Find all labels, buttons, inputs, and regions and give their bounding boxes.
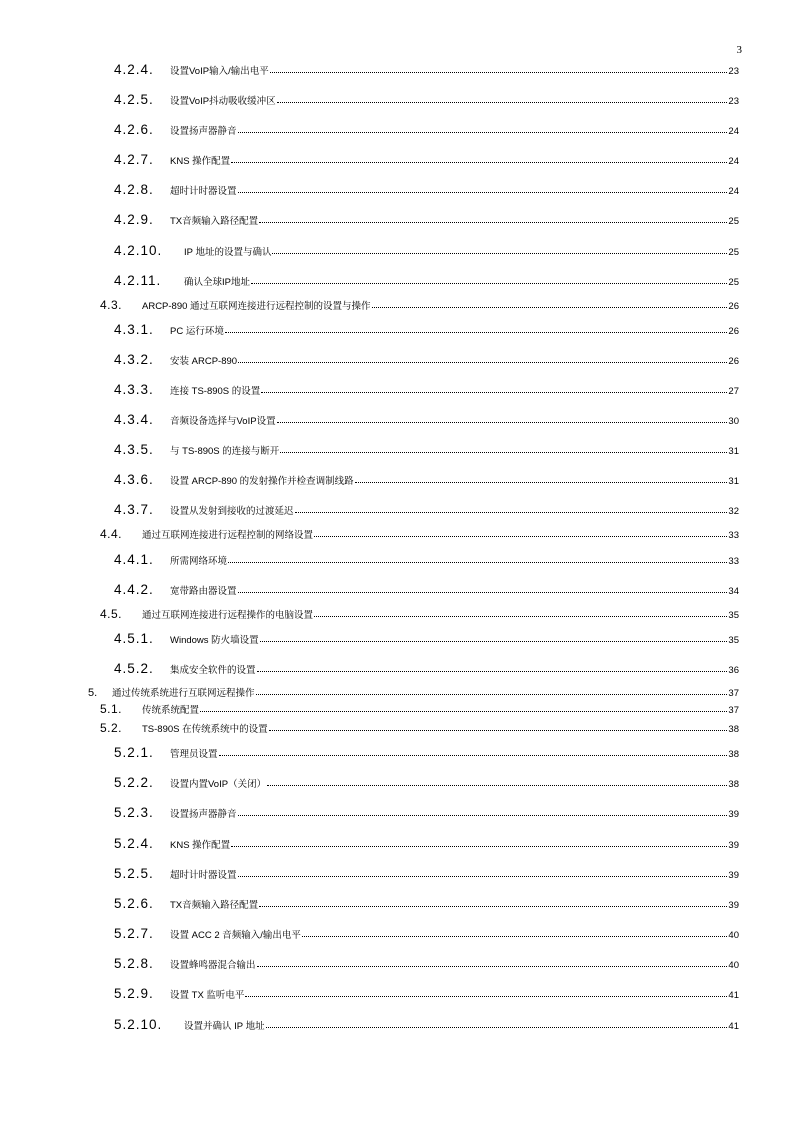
- dot-leader: [228, 562, 727, 563]
- toc-entry[interactable]: [114, 745, 739, 761]
- toc-entry-title: 所需网络环境: [170, 556, 228, 567]
- toc-entry-title: TX音频输入路径配置: [170, 900, 259, 911]
- toc-entry-title: 设置VoIP抖动吸收缓冲区: [170, 96, 276, 107]
- toc-entry-page: 25: [728, 216, 739, 227]
- toc-entry-page: 39: [728, 870, 739, 881]
- toc-entry-title: 设置扬声器静音: [170, 126, 237, 137]
- dot-leader: [277, 102, 728, 103]
- toc-entry[interactable]: [114, 122, 739, 138]
- toc-entry[interactable]: [114, 92, 739, 108]
- dot-leader: [225, 332, 728, 333]
- toc-entry-page: 41: [728, 1021, 739, 1032]
- dot-leader: [257, 671, 728, 672]
- toc-entry-page: 36: [728, 665, 739, 676]
- dot-leader: [267, 785, 727, 786]
- dot-leader: [259, 222, 727, 223]
- dot-leader: [231, 162, 727, 163]
- toc-entry-number: 4.2.9.: [114, 212, 154, 227]
- dot-leader: [238, 592, 728, 593]
- toc-entry-title: IP 地址的设置与确认: [184, 247, 272, 258]
- toc-entry-number: 5.2.4.: [114, 836, 154, 851]
- toc-entry-title: TS-890S 在传统系统中的设置: [142, 724, 268, 735]
- toc-entry-page: 25: [728, 247, 739, 258]
- dot-leader: [257, 966, 728, 967]
- toc-entry-page: 40: [728, 960, 739, 971]
- toc-entry-title: ARCP-890 通过互联网连接进行远程控制的设置与操作: [142, 301, 371, 312]
- toc-entry-number: 4.2.5.: [114, 92, 154, 107]
- toc-entry-title: PC 运行环境: [170, 326, 224, 337]
- toc-entry-title: 设置 TX 监听电平: [170, 990, 245, 1001]
- toc-entry-page: 31: [728, 476, 739, 487]
- toc-entry-title: 超时计时器设置: [170, 186, 237, 197]
- toc-entry[interactable]: [114, 631, 739, 647]
- toc-entry-page: 38: [728, 749, 739, 760]
- toc-entry[interactable]: [114, 182, 739, 198]
- toc-entry-title: TX音频输入路径配置: [170, 216, 259, 227]
- dot-leader: [280, 452, 727, 453]
- toc-entry-title: 宽带路由器设置: [170, 586, 237, 597]
- dot-leader: [251, 283, 727, 284]
- toc-entry-number: 5.: [88, 687, 98, 699]
- toc-entry-page: 41: [728, 990, 739, 1001]
- toc-entry-number: 4.5.2.: [114, 661, 154, 676]
- toc-entry-number: 4.2.11.: [114, 273, 162, 288]
- dot-leader: [200, 711, 727, 712]
- toc-entry[interactable]: [114, 502, 739, 518]
- dot-leader: [219, 755, 728, 756]
- toc-entry-page: 38: [728, 779, 739, 790]
- toc-entry-page: 33: [728, 530, 739, 541]
- toc-entry[interactable]: [114, 322, 739, 338]
- toc-entry-page: 38: [728, 724, 739, 735]
- toc-entry-title: 通过传统系统进行互联网远程操作: [112, 688, 255, 699]
- toc-entry[interactable]: [114, 805, 739, 821]
- toc-entry[interactable]: [114, 382, 739, 398]
- toc-entry-number: 5.2.5.: [114, 866, 154, 881]
- toc-entry-number: 4.2.8.: [114, 182, 154, 197]
- toc-entry-page: 26: [728, 301, 739, 312]
- toc-entry-page: 37: [728, 705, 739, 716]
- toc-entry[interactable]: [114, 412, 739, 428]
- toc-entry-title: 设置 ARCP-890 的发射操作并检查调制线路: [170, 476, 354, 487]
- dot-leader: [259, 906, 727, 907]
- toc-entry-title: 设置 ACC 2 音频输入/输出电平: [170, 930, 301, 941]
- toc-entry-number: 5.2.2.: [114, 775, 154, 790]
- toc-entry-number: 4.4.1.: [114, 552, 154, 567]
- toc-entry[interactable]: [114, 243, 739, 259]
- toc-entry-number: 4.2.6.: [114, 122, 154, 137]
- dot-leader: [302, 936, 728, 937]
- toc-entry[interactable]: [114, 661, 739, 677]
- toc-entry-title: 管理员设置: [170, 749, 218, 760]
- toc-entry-number: 4.5.1.: [114, 631, 154, 646]
- toc-entry-page: 30: [728, 416, 739, 427]
- toc-entry[interactable]: [114, 472, 739, 488]
- toc-entry[interactable]: [100, 298, 739, 314]
- dot-leader: [231, 846, 727, 847]
- dot-leader: [372, 307, 728, 308]
- toc-entry[interactable]: [114, 442, 739, 458]
- toc-entry-number: 4.3.: [100, 298, 123, 312]
- toc-entry-page: 26: [728, 356, 739, 367]
- toc-entry-page: 39: [728, 809, 739, 820]
- toc-entry[interactable]: [114, 552, 739, 568]
- toc-entry-number: 5.2.7.: [114, 926, 154, 941]
- toc-entry-title: 设置蜂鸣器混合输出: [170, 960, 256, 971]
- toc-entry-number: 4.3.1.: [114, 322, 154, 337]
- dot-leader: [238, 815, 728, 816]
- toc-entry-page: 32: [728, 506, 739, 517]
- dot-leader: [266, 1027, 728, 1028]
- toc-entry-number: 5.2.1.: [114, 745, 154, 760]
- toc-entry-page: 23: [728, 96, 739, 107]
- toc-entry-number: 5.2.10.: [114, 1017, 163, 1032]
- toc-entry-title: 安装 ARCP-890: [170, 356, 238, 367]
- dot-leader: [260, 641, 728, 642]
- toc-entry[interactable]: [114, 352, 739, 368]
- dot-leader: [277, 422, 728, 423]
- toc-entry[interactable]: [100, 607, 739, 623]
- toc-entry-title: 传统系统配置: [142, 705, 200, 716]
- toc-entry-title: 设置扬声器静音: [170, 809, 237, 820]
- toc-entry[interactable]: [114, 582, 739, 598]
- dot-leader: [269, 730, 728, 731]
- toc-entry[interactable]: [114, 836, 739, 852]
- toc-entry[interactable]: [88, 685, 739, 701]
- toc-entry[interactable]: [114, 775, 739, 791]
- dot-leader: [238, 362, 727, 363]
- toc-entry-page: 34: [728, 586, 739, 597]
- toc-entry-title: 设置内置VoIP（关闭）: [170, 779, 267, 790]
- toc-entry-page: 23: [728, 66, 739, 77]
- dot-leader: [245, 996, 727, 997]
- toc-entry-number: 5.2.3.: [114, 805, 154, 820]
- dot-leader: [238, 876, 728, 877]
- dot-leader: [256, 694, 728, 695]
- toc-entry-number: 4.3.2.: [114, 352, 154, 367]
- toc-entry[interactable]: [114, 62, 739, 78]
- toc-entry-page: 35: [728, 635, 739, 646]
- toc-entry-page: 39: [728, 900, 739, 911]
- toc-entry-title: 与 TS-890S 的连接与断开: [170, 446, 280, 457]
- toc-entry-title: 通过互联网连接进行远程控制的网络设置: [142, 530, 314, 541]
- toc-entry[interactable]: [100, 721, 739, 737]
- toc-entry-page: 24: [728, 156, 739, 167]
- toc-entry-page: 24: [728, 126, 739, 137]
- toc-entry-title: 超时计时器设置: [170, 870, 237, 881]
- toc-entry-number: 4.3.4.: [114, 412, 154, 427]
- toc-entry-title: 确认全球IP地址: [184, 277, 250, 288]
- toc-entry-number: 5.2.: [100, 721, 123, 735]
- toc-entry[interactable]: [114, 273, 739, 289]
- toc-entry-title: KNS 操作配置: [170, 156, 231, 167]
- dot-leader: [238, 132, 728, 133]
- page-number: 3: [736, 44, 742, 56]
- toc-entry-number: 5.2.6.: [114, 896, 154, 911]
- toc-entry[interactable]: [114, 926, 739, 942]
- toc-entry-page: 37: [728, 688, 739, 699]
- toc-entry[interactable]: [114, 956, 739, 972]
- toc-entry-page: 35: [728, 610, 739, 621]
- toc-entry-page: 39: [728, 840, 739, 851]
- toc-entry-number: 4.4.2.: [114, 582, 154, 597]
- toc-entry[interactable]: [100, 702, 739, 718]
- toc-entry-number: 4.3.5.: [114, 442, 154, 457]
- toc-entry-number: 5.2.8.: [114, 956, 154, 971]
- toc-entry-title: 设置VoIP输入/输出电平: [170, 66, 269, 77]
- toc-entry[interactable]: [114, 212, 739, 228]
- toc-entry[interactable]: [114, 896, 739, 912]
- toc-entry-title: 设置并确认 IP 地址: [184, 1021, 265, 1032]
- toc-entry-page: 40: [728, 930, 739, 941]
- toc-entry[interactable]: [114, 866, 739, 882]
- toc-entry-number: 4.2.4.: [114, 62, 154, 77]
- toc-entry[interactable]: [114, 1017, 739, 1033]
- dot-leader: [314, 616, 727, 617]
- toc-entry-page: 27: [728, 386, 739, 397]
- toc-entry-page: 26: [728, 326, 739, 337]
- toc-entry-title: 通过互联网连接进行远程操作的电脑设置: [142, 610, 314, 621]
- toc-entry[interactable]: [114, 152, 739, 168]
- toc-entry-number: 4.3.3.: [114, 382, 154, 397]
- toc-entry-page: 24: [728, 186, 739, 197]
- dot-leader: [270, 72, 728, 73]
- toc-entry-number: 4.4.: [100, 527, 123, 541]
- dot-leader: [238, 192, 728, 193]
- toc-entry-number: 5.1.: [100, 702, 123, 716]
- dot-leader: [355, 482, 728, 483]
- dot-leader: [261, 392, 727, 393]
- toc-entry[interactable]: [114, 986, 739, 1002]
- dot-leader: [295, 512, 728, 513]
- toc-entry-title: 音频设备选择与VoIP设置: [170, 416, 276, 427]
- toc-entry-number: 4.3.7.: [114, 502, 154, 517]
- toc-entry-page: 33: [728, 556, 739, 567]
- dot-leader: [272, 253, 727, 254]
- toc-entry-number: 4.2.10.: [114, 243, 163, 258]
- toc-entry-title: 集成安全软件的设置: [170, 665, 256, 676]
- toc-entry-number: 4.5.: [100, 607, 123, 621]
- toc-entry-title: 连接 TS-890S 的设置: [170, 386, 261, 397]
- toc-entry-number: 4.2.7.: [114, 152, 154, 167]
- toc-entry-number: 5.2.9.: [114, 986, 154, 1001]
- toc-entry-title: KNS 操作配置: [170, 840, 231, 851]
- toc-entry-title: 设置从发射到接收的过渡延迟: [170, 506, 294, 517]
- toc-entry-page: 31: [728, 446, 739, 457]
- toc-entry-title: Windows 防火墙设置: [170, 635, 259, 646]
- dot-leader: [314, 536, 727, 537]
- toc-entry-page: 25: [728, 277, 739, 288]
- toc-entry[interactable]: [100, 527, 739, 543]
- toc-entry-number: 4.3.6.: [114, 472, 154, 487]
